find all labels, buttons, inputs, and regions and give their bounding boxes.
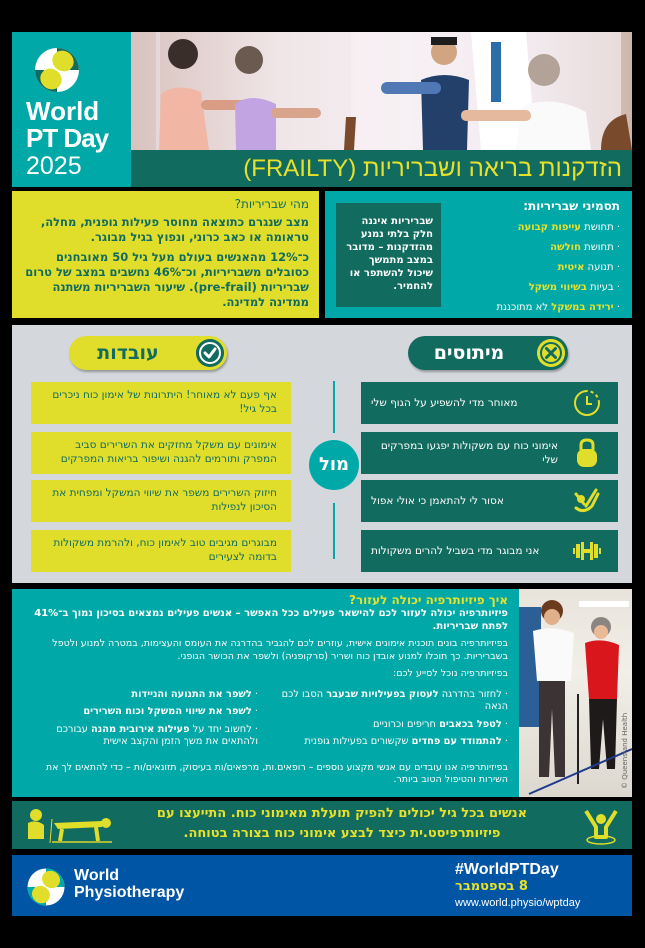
falling-person-icon bbox=[572, 486, 602, 516]
help-list-left bbox=[18, 689, 258, 754]
how-help-closing: בפיזיותרפיה אנו עובדים עם אנשי מקצוע נוספים – רופאים.ות, מרפאים/ות בעיסוק, תזונאים/ות – כדי להתאים לך את השירות והטיפול הטוב ביותר. bbox=[45, 761, 508, 785]
vs-badge: מול bbox=[309, 440, 359, 490]
how-help-lead: פיזיותרפיה יכולה לעזור לכם להישאר פעילים ככל האפשר – אנשים פעילים נמצאים בסיכון נמוך ב־41% לפתח שבריריות. bbox=[34, 608, 508, 632]
help-item: · לשפר את שיווי המשקל וכוח השרירים bbox=[18, 706, 258, 719]
divider-line bbox=[333, 381, 335, 433]
how-help-heading: איך פיזיותרפיה יכולה לעזור? bbox=[348, 593, 508, 607]
myth-card bbox=[361, 480, 618, 522]
signs-list bbox=[450, 199, 620, 318]
world-pt-day-logo bbox=[12, 32, 131, 187]
signs-heading: תסמיני שבריריות: bbox=[523, 199, 620, 213]
dumbbell-icon bbox=[572, 536, 602, 566]
event-date: 8 בספטמבר bbox=[455, 879, 528, 894]
what-is-heading: מהי שבריריות? bbox=[234, 197, 309, 211]
frailty-not-inevitable-note: שבריריות איננה חלק בלתי נמנע מהזדקנות – מדובר במצב מתמשך שיכול להשתפר או להחמיר. bbox=[336, 203, 441, 307]
footer bbox=[12, 855, 632, 916]
sign-item: · תחושת עייפות קבועה bbox=[450, 218, 620, 238]
myth-card bbox=[361, 382, 618, 424]
header-photo bbox=[131, 32, 632, 150]
org-name-line2: Physiotherapy bbox=[74, 884, 185, 901]
what-is-definition: מצב שנגרם כתוצאה מחוסר פעילות גופנית, מחלה, טראומה או כאב כרוני, ונפוץ בגיל מבוגר. bbox=[40, 215, 309, 244]
help-item: · לחשוב יחד על פעילות אירובית מהנה עבורכם ולהתאים את משך הזמן והקצב אישית bbox=[18, 724, 258, 749]
resistance-band-exercise-icon bbox=[22, 805, 117, 845]
sign-item: · בעיות בשיווי משקל bbox=[450, 278, 620, 298]
facts-label: עובדות bbox=[97, 342, 159, 364]
divider-line bbox=[333, 503, 335, 559]
help-item: · לשפר את התנועה והניידות bbox=[18, 689, 258, 702]
myth-card bbox=[361, 432, 618, 474]
x-mark-icon bbox=[537, 339, 565, 367]
sign-item: · תנועה איטית bbox=[450, 258, 620, 278]
sign-item: · תחושת חולשה bbox=[450, 238, 620, 258]
what-is-statistics: כ־12% מהאנשים בעולם מעל גיל 50 מאובחנים כסובלים משבריריות, וכ־46% נחשבים במצב של טרום שבריריות (pre-frail). שיעור השבריריות משתנה ממדינה למדינה. bbox=[25, 250, 309, 309]
myth-text: אימוני כוח עם משקולות יפגעו במפרקים שלי bbox=[380, 440, 558, 466]
clock-icon bbox=[572, 388, 602, 418]
page-title: הזדקנות בריאה ושבריריות (FRAILTY) bbox=[131, 150, 632, 187]
how-help-intro: בפיזיותרפיה נוכל לסייע לכם: bbox=[393, 668, 508, 679]
strength-training-banner bbox=[12, 801, 632, 849]
check-icon bbox=[196, 339, 224, 367]
help-item: · להתמודד עם פחדים שקשורים בפעילות גופנית bbox=[268, 736, 508, 749]
logo-year: 2025 bbox=[26, 152, 82, 180]
wpt-logo-icon bbox=[32, 44, 82, 96]
kettlebell-icon bbox=[572, 438, 602, 468]
photo-credit: © Queensland Health bbox=[621, 712, 629, 789]
what-is-frailty-panel bbox=[12, 191, 319, 318]
fact-card: חיזוק השרירים משפר את שיווי המשקל ומפחית את הסיכון לנפילות bbox=[31, 480, 291, 522]
help-item: · לחזור בהדרגה לעסוק בפעילויות שבעבר הסבו לכם הנאה bbox=[268, 689, 508, 714]
logo-line-world: World bbox=[26, 96, 100, 126]
physio-walking-photo bbox=[519, 589, 632, 797]
facts-header bbox=[69, 336, 227, 370]
help-lists bbox=[18, 689, 508, 754]
sign-item: · ירידה במשקל לא מתוכננת bbox=[450, 298, 620, 318]
how-physio-helps-text bbox=[12, 589, 514, 797]
banner-message: אנשים בכל גיל יכולים להפיק תועלת מאימוני כוח. התייעצו עם פיזיותרפיסט.ית כיצד לבצע אימוני כוח בצורה בטוחה. bbox=[156, 806, 528, 841]
how-help-paragraph: בפיזיותרפיה בונים תוכנית אימונים אישית, עוזרים לכם להגביר בהדרגה את העומס והעצימות, במטרה למנוע ולטפל בשבריריות. כך תוכלו למנוע אובדן כוח ושריר (סרקופניה) ולשפר את הכושר הגופני. bbox=[52, 638, 508, 662]
help-item: · לטפל בכאבים חריפים וכרוניים bbox=[268, 719, 508, 732]
world-physiotherapy-logo-icon bbox=[25, 865, 67, 909]
person-celebrating-icon bbox=[582, 807, 620, 845]
myth-text: אסור לי להתאמן כי אולי אפול bbox=[371, 495, 504, 507]
org-name-line1: World bbox=[74, 867, 120, 884]
exercise-group-illustration bbox=[131, 32, 632, 150]
logo-line-pt-day: PT Day bbox=[26, 123, 109, 153]
myths-label: מיתוסים bbox=[433, 342, 505, 364]
myths-header bbox=[408, 336, 568, 370]
myths-vs-facts-section bbox=[12, 325, 632, 583]
myth-text: מאוחר מדי להשפיע על הגוף שלי bbox=[371, 397, 518, 409]
how-physio-helps-section bbox=[12, 589, 632, 797]
header bbox=[12, 32, 632, 187]
website-link[interactable]: www.world.physio/wptday bbox=[455, 897, 581, 909]
frailty-signs-panel bbox=[325, 191, 632, 318]
fact-card: אף פעם לא מאוחר! היתרונות של אימון כוח ניכרים בכל גיל! bbox=[31, 382, 291, 424]
physio-walking-illustration bbox=[519, 589, 632, 797]
fact-card: אימונים עם משקל מחזקים את השרירים סביב המפרק ותורמים להגנה ושיפור בריאות המפרקים bbox=[31, 432, 291, 474]
myth-text: אני מבוגר מדי בשביל להרים משקולות bbox=[371, 545, 540, 557]
help-list-right bbox=[268, 689, 508, 754]
hashtag: #WorldPTDay bbox=[455, 861, 559, 878]
fact-card: מבוגרים מגיבים טוב לאימון כוח, ולהרמת משקולות בדומה לצעירים bbox=[31, 530, 291, 572]
myth-card bbox=[361, 530, 618, 572]
